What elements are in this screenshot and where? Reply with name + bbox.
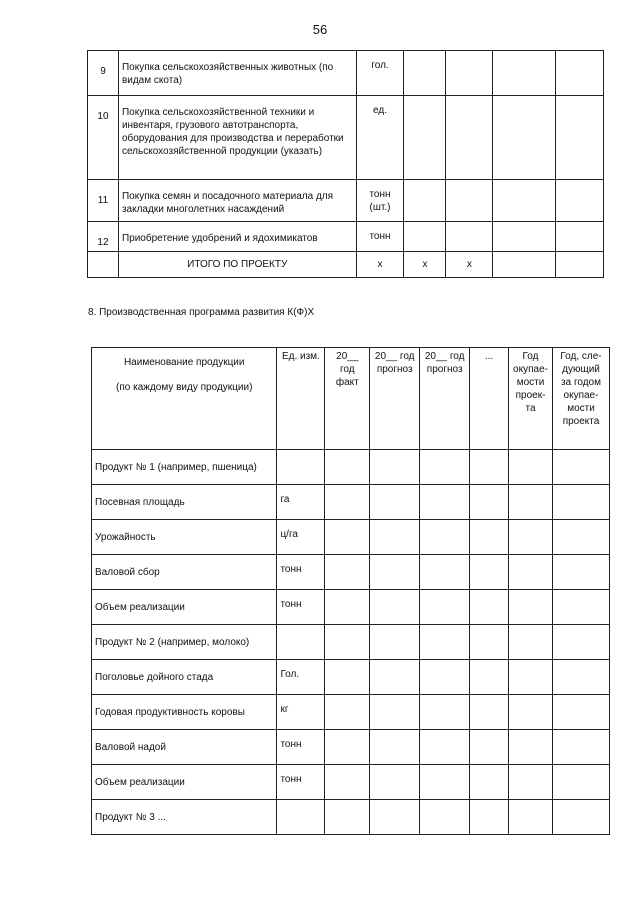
value-cell[interactable] (509, 555, 553, 590)
product-row-name: Валовой надой (92, 730, 277, 765)
header-product-name (92, 348, 277, 450)
product-row-unit: тонн (277, 765, 325, 800)
total-mark: х (446, 252, 493, 278)
value-cell[interactable] (553, 800, 610, 835)
product-row-name: Урожайность (92, 520, 277, 555)
row-number: 9 (88, 51, 119, 96)
product-row-name: Годовая продуктивность коровы (92, 695, 277, 730)
value-cell[interactable] (370, 590, 420, 625)
value-cell[interactable] (509, 765, 553, 800)
table-row (88, 180, 604, 222)
table-row (88, 96, 604, 180)
product-row-name: Продукт № 2 (например, молоко) (92, 625, 277, 660)
value-cell[interactable] (553, 520, 610, 555)
product-row-name: Объем реализации (92, 765, 277, 800)
value-cell[interactable] (470, 485, 509, 520)
value-cell[interactable] (470, 800, 509, 835)
table-row (92, 625, 610, 660)
table-row (92, 800, 610, 835)
value-cell[interactable] (509, 625, 553, 660)
value-cell[interactable] (446, 180, 493, 222)
value-cell[interactable] (509, 485, 553, 520)
value-cell[interactable] (553, 730, 610, 765)
row-number: 10 (88, 96, 119, 180)
row-number: 11 (88, 180, 119, 222)
table-row (88, 51, 604, 96)
empty-cell (88, 252, 119, 278)
value-cell[interactable] (420, 695, 470, 730)
row-unit: тонн (шт.) (356, 180, 404, 222)
row-unit: ед. (356, 96, 404, 180)
value-cell[interactable] (470, 695, 509, 730)
row-name: Покупка сельскохозяйственных животных (по видам скота) (118, 51, 356, 96)
header-product-name-line2: (по каждому виду продукции) (116, 382, 253, 393)
value-cell[interactable] (370, 660, 420, 695)
table-row (92, 730, 610, 765)
table-row (92, 450, 610, 485)
value-cell[interactable] (493, 180, 556, 222)
value-cell[interactable] (470, 520, 509, 555)
header-year-fact: 20__ год факт (325, 348, 370, 450)
value-cell[interactable] (553, 555, 610, 590)
section-title: 8. Производственная программа развития К(Ф)Х (88, 307, 315, 318)
value-cell[interactable] (325, 485, 370, 520)
value-cell[interactable] (420, 485, 470, 520)
product-row-unit (277, 625, 325, 660)
value-cell[interactable] (325, 520, 370, 555)
product-row-unit: ц/га (277, 520, 325, 555)
row-unit: гол. (356, 51, 404, 96)
value-cell[interactable] (556, 96, 604, 180)
value-cell[interactable] (556, 180, 604, 222)
value-cell[interactable] (370, 450, 420, 485)
header-year-forecast-1: 20__ год прогноз (370, 348, 420, 450)
value-cell[interactable] (493, 252, 556, 278)
value-cell[interactable] (470, 590, 509, 625)
value-cell[interactable] (420, 520, 470, 555)
value-cell[interactable] (556, 51, 604, 96)
header-next-year: Год, сле-дующий за годом окупае-мости проекта (553, 348, 610, 450)
value-cell[interactable] (470, 450, 509, 485)
table-row (92, 660, 610, 695)
value-cell[interactable] (553, 485, 610, 520)
value-cell[interactable] (493, 51, 556, 96)
product-row-unit (277, 450, 325, 485)
header-payback-year: Год окупае-мости проек-та (509, 348, 553, 450)
value-cell[interactable] (325, 695, 370, 730)
value-cell[interactable] (556, 222, 604, 252)
total-mark: х (356, 252, 404, 278)
table-header-row (92, 348, 610, 450)
row-name: Покупка сельскохозяйственной техники и инвентаря, грузового автотранспорта, оборудования для производства и переработки сельскохозяйственной продукции (указать) (118, 96, 356, 180)
value-cell[interactable] (553, 765, 610, 800)
value-cell[interactable] (420, 800, 470, 835)
table-row (92, 485, 610, 520)
value-cell[interactable] (553, 590, 610, 625)
value-cell[interactable] (470, 625, 509, 660)
product-row-unit: га (277, 485, 325, 520)
value-cell[interactable] (325, 660, 370, 695)
value-cell[interactable] (404, 96, 446, 180)
table-row (92, 765, 610, 800)
row-name: Покупка семян и посадочного материала для закладки многолетних насаждений (118, 180, 356, 222)
value-cell[interactable] (325, 800, 370, 835)
value-cell[interactable] (556, 252, 604, 278)
value-cell[interactable] (420, 450, 470, 485)
value-cell[interactable] (325, 590, 370, 625)
header-year-forecast-2: 20__ год прогноз (420, 348, 470, 450)
product-row-name: Поголовье дойного стада (92, 660, 277, 695)
value-cell[interactable] (370, 730, 420, 765)
value-cell[interactable] (553, 695, 610, 730)
product-row-name: Продукт № 1 (например, пшеница) (92, 450, 277, 485)
value-cell[interactable] (420, 765, 470, 800)
value-cell[interactable] (370, 765, 420, 800)
value-cell[interactable] (509, 450, 553, 485)
total-row (88, 252, 604, 278)
table-row (92, 590, 610, 625)
value-cell[interactable] (404, 51, 446, 96)
total-label: ИТОГО ПО ПРОЕКТУ (118, 252, 356, 278)
table-row (92, 520, 610, 555)
value-cell[interactable] (420, 625, 470, 660)
product-row-name: Объем реализации (92, 590, 277, 625)
value-cell[interactable] (325, 730, 370, 765)
table-row (92, 695, 610, 730)
value-cell[interactable] (404, 222, 446, 252)
row-number: 12 (88, 222, 119, 252)
product-row-name: Валовой сбор (92, 555, 277, 590)
value-cell[interactable] (509, 800, 553, 835)
value-cell[interactable] (509, 695, 553, 730)
investment-table-continued (87, 50, 604, 278)
value-cell[interactable] (446, 96, 493, 180)
table-row (92, 555, 610, 590)
product-row-unit: кг (277, 695, 325, 730)
value-cell[interactable] (370, 800, 420, 835)
value-cell[interactable] (420, 590, 470, 625)
production-program-table (91, 347, 610, 835)
value-cell[interactable] (509, 520, 553, 555)
product-row-unit: Гол. (277, 660, 325, 695)
value-cell[interactable] (470, 765, 509, 800)
value-cell[interactable] (470, 660, 509, 695)
page-number: 56 (312, 22, 328, 37)
row-unit: тонн (356, 222, 404, 252)
value-cell[interactable] (370, 625, 420, 660)
value-cell[interactable] (325, 555, 370, 590)
value-cell[interactable] (470, 555, 509, 590)
value-cell[interactable] (470, 730, 509, 765)
value-cell[interactable] (553, 660, 610, 695)
product-row-name: Продукт № 3 ... (92, 800, 277, 835)
product-row-unit: тонн (277, 555, 325, 590)
value-cell[interactable] (325, 625, 370, 660)
value-cell[interactable] (370, 555, 420, 590)
value-cell[interactable] (493, 96, 556, 180)
value-cell[interactable] (553, 625, 610, 660)
value-cell[interactable] (370, 520, 420, 555)
table-row (88, 222, 604, 252)
value-cell[interactable] (509, 590, 553, 625)
value-cell[interactable] (509, 730, 553, 765)
value-cell[interactable] (420, 660, 470, 695)
value-cell[interactable] (553, 450, 610, 485)
value-cell[interactable] (493, 222, 556, 252)
product-row-name: Посевная площадь (92, 485, 277, 520)
value-cell[interactable] (509, 660, 553, 695)
product-row-unit: тонн (277, 590, 325, 625)
value-cell[interactable] (325, 765, 370, 800)
value-cell[interactable] (370, 695, 420, 730)
header-ellipsis: ... (470, 348, 509, 450)
total-mark: х (404, 252, 446, 278)
row-name: Приобретение удобрений и ядохимикатов (118, 222, 356, 252)
value-cell[interactable] (420, 555, 470, 590)
value-cell[interactable] (370, 485, 420, 520)
value-cell[interactable] (325, 450, 370, 485)
value-cell[interactable] (446, 51, 493, 96)
value-cell[interactable] (404, 180, 446, 222)
value-cell[interactable] (446, 222, 493, 252)
header-unit: Ед. изм. (277, 348, 325, 450)
header-product-name-line1: Наименование продукции (123, 357, 245, 368)
value-cell[interactable] (420, 730, 470, 765)
product-row-unit (277, 800, 325, 835)
product-row-unit: тонн (277, 730, 325, 765)
